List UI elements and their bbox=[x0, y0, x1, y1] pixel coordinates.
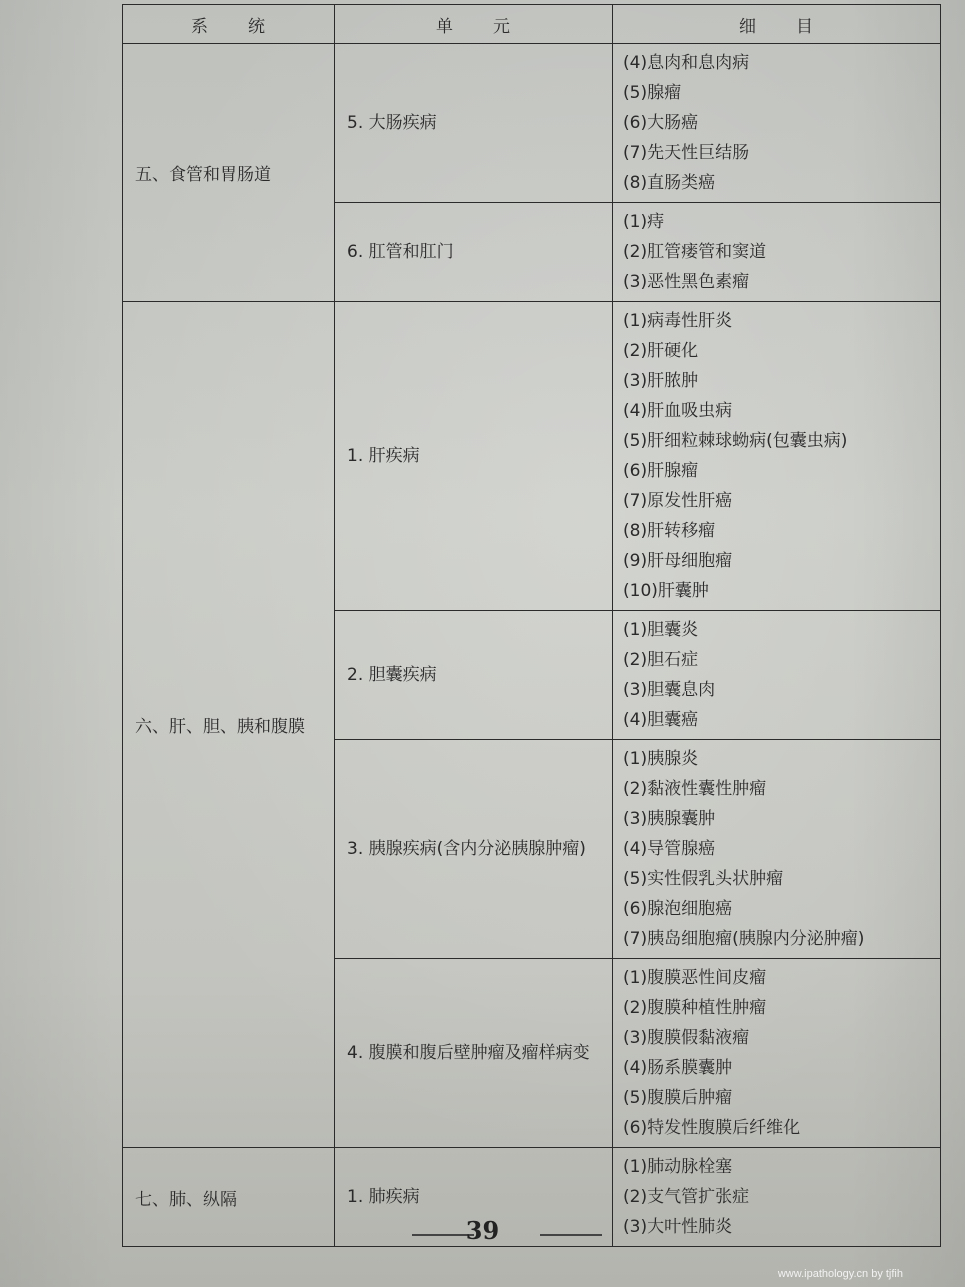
detail-item: (5)腺瘤 bbox=[623, 83, 682, 103]
detail-item: (4)肠系膜囊肿 bbox=[623, 1058, 733, 1078]
detail-item: (1)肺动脉栓塞 bbox=[623, 1157, 733, 1177]
detail-item: (5)腹膜后肿瘤 bbox=[623, 1088, 733, 1108]
detail-item: (6)腺泡细胞癌 bbox=[623, 899, 733, 919]
page-number-rule-right bbox=[540, 1234, 602, 1236]
detail-item: (4)肝血吸虫病 bbox=[623, 401, 733, 421]
detail-item: (6)肝腺瘤 bbox=[623, 461, 699, 481]
unit-cell: 4. 腹膜和腹后壁肿瘤及瘤样病变 bbox=[335, 959, 613, 1148]
detail-item: (2)腹膜种植性肿瘤 bbox=[623, 998, 767, 1018]
header-row bbox=[123, 5, 941, 44]
table-row bbox=[123, 44, 941, 203]
detail-item: (2)黏液性囊性肿瘤 bbox=[623, 779, 767, 799]
system-cell: 五、食管和胃肠道 bbox=[123, 44, 335, 302]
system-cell: 七、肺、纵隔 bbox=[123, 1148, 335, 1247]
detail-cell bbox=[613, 611, 941, 740]
detail-item: (5)肝细粒棘球蚴病(包囊虫病) bbox=[623, 431, 848, 451]
detail-item: (3)胆囊息肉 bbox=[623, 680, 716, 700]
detail-item: (1)痔 bbox=[623, 212, 665, 232]
detail-item: (1)病毒性肝炎 bbox=[623, 311, 733, 331]
unit-cell: 1. 肺疾病 bbox=[335, 1148, 613, 1247]
detail-item: (3)恶性黑色素瘤 bbox=[623, 272, 750, 292]
detail-item: (9)肝母细胞瘤 bbox=[623, 551, 733, 571]
unit-cell: 6. 肛管和肛门 bbox=[335, 203, 613, 302]
detail-cell bbox=[613, 203, 941, 302]
detail-item: (7)胰岛细胞瘤(胰腺内分泌肿瘤) bbox=[623, 929, 865, 949]
detail-cell bbox=[613, 959, 941, 1148]
detail-item: (7)原发性肝癌 bbox=[623, 491, 733, 511]
header-system: 系统 bbox=[123, 5, 335, 44]
detail-cell bbox=[613, 740, 941, 959]
header-unit: 单元 bbox=[335, 5, 613, 44]
syllabus-table bbox=[122, 4, 941, 1247]
detail-item: (6)大肠癌 bbox=[623, 113, 699, 133]
table-row bbox=[123, 302, 941, 611]
detail-item: (1)腹膜恶性间皮瘤 bbox=[623, 968, 767, 988]
detail-cell bbox=[613, 44, 941, 203]
detail-item: (8)直肠类癌 bbox=[623, 173, 716, 193]
detail-item: (3)肝脓肿 bbox=[623, 371, 699, 391]
detail-item: (8)肝转移瘤 bbox=[623, 521, 716, 541]
header-detail: 细目 bbox=[613, 5, 941, 44]
detail-item: (4)导管腺癌 bbox=[623, 839, 716, 859]
unit-cell: 5. 大肠疾病 bbox=[335, 44, 613, 203]
unit-cell: 2. 胆囊疾病 bbox=[335, 611, 613, 740]
detail-item: (3)胰腺囊肿 bbox=[623, 809, 716, 829]
detail-item: (2)肛管瘘管和窦道 bbox=[623, 242, 767, 262]
detail-item: (2)肝硬化 bbox=[623, 341, 699, 361]
system-cell: 六、肝、胆、胰和腹膜 bbox=[123, 302, 335, 1148]
detail-item: (6)特发性腹膜后纤维化 bbox=[623, 1118, 801, 1138]
unit-cell: 1. 肝疾病 bbox=[335, 302, 613, 611]
detail-cell bbox=[613, 302, 941, 611]
detail-item: (2)支气管扩张症 bbox=[623, 1187, 750, 1207]
detail-item: (7)先天性巨结肠 bbox=[623, 143, 750, 163]
unit-cell: 3. 胰腺疾病(含内分泌胰腺肿瘤) bbox=[335, 740, 613, 959]
watermark-text: www.ipathology.cn by tjfih bbox=[777, 1268, 903, 1280]
detail-item: (3)大叶性肺炎 bbox=[623, 1217, 733, 1237]
detail-item: (4)息肉和息肉病 bbox=[623, 53, 750, 73]
detail-item: (2)胆石症 bbox=[623, 650, 699, 670]
detail-item: (5)实性假乳头状肿瘤 bbox=[623, 869, 784, 889]
detail-item: (1)胆囊炎 bbox=[623, 620, 699, 640]
detail-item: (10)肝囊肿 bbox=[623, 581, 709, 601]
detail-item: (3)腹膜假黏液瘤 bbox=[623, 1028, 750, 1048]
detail-item: (4)胆囊癌 bbox=[623, 710, 699, 730]
detail-item: (1)胰腺炎 bbox=[623, 749, 699, 769]
page-number: 39 bbox=[465, 1216, 500, 1245]
